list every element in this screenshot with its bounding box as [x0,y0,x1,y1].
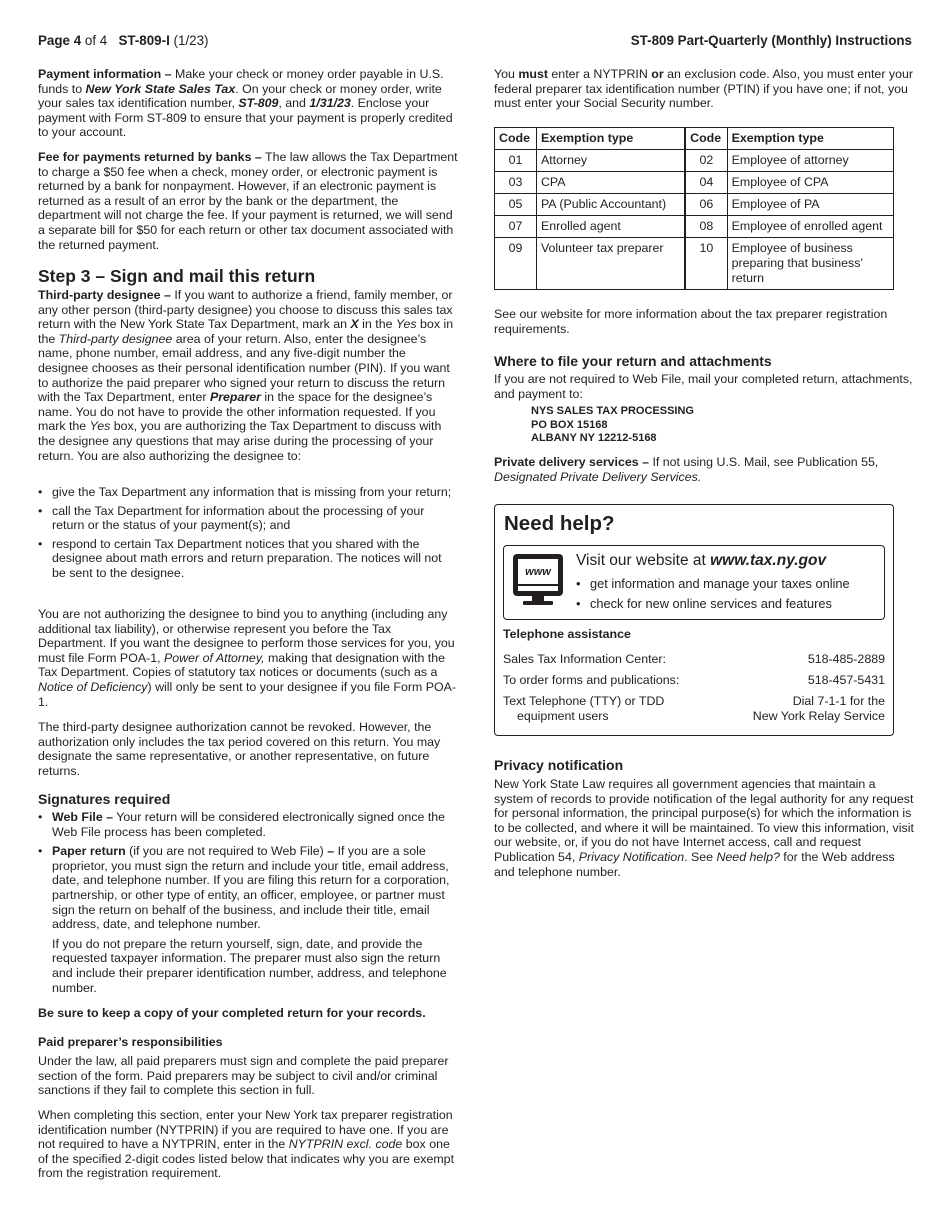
text-run: Your return will be considered electronically signed once the Web File process has been completed. [52,810,446,839]
text-run: box, you are authorizing the Tax Department to discuss with the designee any questions that may arise during the processing of your return. You are also authorizing the designee to: [38,419,442,463]
mailing-address [531,405,694,446]
page-label: Page 4 [38,33,82,48]
yes-box-label: Yes [395,317,417,332]
list-item [38,810,458,839]
poa-title: Power of Attorney, [164,650,265,665]
paper-return-lead: Paper return [52,844,126,859]
form-number: ST-809 [238,96,279,111]
column-header: Exemption type [536,128,685,150]
phone-label: Sales Tax Information Center: [503,652,666,666]
website-box [503,545,885,620]
fee-lead: Fee for payments returned by banks – [38,150,262,164]
text-run: You are not authorizing the designee to bind you to anything (including any additional tax liability), or otherwise represent you before the Tax Department. If you want the designee to perform those services for you, you must file Form POA-1, [38,607,455,665]
preparer-word: Preparer [209,390,261,405]
code-cell: 01 [495,150,537,172]
publication-title: Privacy Notification [578,849,685,864]
text-run: box one of the specified 2-digit codes listed below that indicates why you are exempt from the registration requirement. [38,1137,455,1181]
visit-text: Visit our website at [576,552,711,569]
text-run: enter a NYTPRIN [547,67,652,81]
designee-bullet-list [38,485,458,581]
phone-label: To order forms and publications: [503,673,680,687]
text-run: If you want to authorize a friend, family member, or any other person (third-party designee) you choose to discuss this sales tax return with the New York State Tax Department, mark an [38,288,453,332]
exemption-cell: Enrolled agent [536,216,685,238]
exemption-cell: PA (Public Accountant) [536,194,685,216]
yes-box-label: Yes [89,419,111,434]
text-run: box in the [38,317,454,346]
table-row [495,172,894,194]
page-header-right: ST-809 Part-Quarterly (Monthly) Instructions [630,33,912,48]
where-to-file-text: If you are not required to Web File, mail your completed return, attachments, and payment to: [494,372,913,401]
column-header: Code [685,128,727,150]
text-run: in the [358,317,396,332]
need-help-title: Need help? [504,512,615,535]
list-item: • call the Tax Department for information about the processing of your return or the status of your payment(s); and [38,504,458,533]
payment-info-lead: Payment information – [38,67,172,81]
publication-title: Designated Private Delivery Services. [494,469,702,484]
payee-name: New York State Sales Tax [85,81,236,96]
preparer-paragraph: Under the law, all paid preparers must sign and complete the paid preparer section of the form. Paid preparers may be subject to civil and/or criminal sanctions if they fail to complete this section in full. [38,1054,449,1098]
tty-number-line: New York Relay Service [752,708,885,723]
text-run: for the Web address and telephone number. [494,849,895,879]
designee-paragraph [38,288,458,463]
need-help-reference: Need help? [716,849,780,864]
notice-title: Notice of Deficiency [38,679,148,694]
telephone-heading: Telephone assistance [503,627,631,641]
table-row [495,194,894,216]
computer-monitor-icon [512,553,564,607]
address-line: ALBANY NY 12212-5168 [531,432,657,444]
table-row [495,150,894,172]
code-cell: 03 [495,172,537,194]
code-cell: 08 [685,216,727,238]
visit-website-line [576,552,826,570]
where-to-file-heading: Where to file your return and attachments [494,353,772,369]
signatures-list [38,810,458,995]
text-run: Make your check or money order payable in U.S. funds to [38,67,444,96]
text-run: If you are a sole proprietor, you must sign the return and include your title, email address, date, and telephone number. If you are filing this return for a corporation, partnership, or other type of entity, an officer, employee, or partner must sign the return on behalf of the business, and include their title, email address, date, and telephone number. [52,844,450,932]
code-cell: 04 [685,172,727,194]
text-run: When completing this section, enter your New York tax preparer registration identification number (NYTPRIN) if you are required to have one. If you are not required to have a NYTPRIN, enter in the [38,1108,453,1152]
exemption-cell: Employee of CPA [727,172,893,194]
exemption-cell: CPA [536,172,685,194]
designee-lead: Third-party designee – [38,288,171,302]
text-run: in the space for the designee’s name. You do not have to provide the other information requested. If you mark the [38,390,436,434]
need-help-box [494,504,894,736]
privacy-paragraph [494,777,914,879]
exemption-code-table [494,127,894,290]
nytprin-paragraph [38,1108,458,1181]
code-cell: 09 [495,238,537,290]
list-item [38,844,458,932]
website-bullets [576,574,881,614]
tty-label: equipment users [517,708,609,723]
table-row [495,216,894,238]
tty-number-line: Dial 7-1-1 for the [792,694,885,708]
tty-label: Text Telephone (TTY) or TDD [503,694,665,708]
text-run: (if you are not required to Web File) [125,844,328,859]
text-run: You [494,67,519,81]
preparer-heading: Paid preparer’s responsibilities [38,1035,223,1049]
fee-text: The law allows the Tax Department to charge a $50 fee when a check, money order, or electronic payment is returned by a bank for nonpayment. However, if an electronic payment is returned as a result of an error by the bank or the department, the department will not charge the fee. If your payment is returned, we will send a separate bill for $50 for each return or other tax document associated with the returned payment. [38,150,458,252]
text-run: If not using U.S. Mail, see Publication 55, [649,455,879,469]
text-run: . Enclose your payment with Form ST-809 to ensure that your payment is properly credited to your account. [38,96,453,140]
text-run: – [327,844,335,859]
text-run: . On your check or money order, write your sales tax identification number, [38,81,442,111]
list-item: • check for new online services and features [576,594,881,614]
code-cell: 07 [495,216,537,238]
private-delivery-lead: Private delivery services – [494,455,649,469]
or-word: or [651,67,664,81]
step3-heading: Step 3 – Sign and mail this return [38,266,316,286]
code-cell: 06 [685,194,727,216]
exemption-cell: Volunteer tax preparer [536,238,685,290]
www-label: www [525,566,551,578]
exemption-cell: Employee of attorney [727,150,893,172]
must-paragraph [494,67,914,111]
text-run: area of your return. Also, enter the designee’s name, phone number, email address, and any five-digit number the designee chooses as their personal identification number (PIN). If you want to authorize the paid preparer who signed your return to discuss the return with the Tax Department, enter [38,331,450,405]
nytprin-box-label: NYTPRIN excl. code [288,1137,403,1152]
private-delivery-paragraph [494,455,914,484]
website-note: See our website for more information about the tax preparer registration requirements. [494,307,888,336]
phone-row [503,673,885,688]
code-cell: 10 [685,238,727,290]
phone-row-tty [503,694,885,723]
phone-row [503,652,885,667]
text-run: . See [684,849,717,864]
column-header: Code [495,128,537,150]
exemption-cell: Attorney [536,150,685,172]
designee-area-label: Third-party designee [58,331,173,346]
list-item: • respond to certain Tax Department notices that you shared with the designee about math errors and return preparation. The notices will not be sent to the designee. [38,537,458,581]
list-item: • get information and manage your taxes online [576,574,881,594]
signatures-heading: Signatures required [38,791,171,807]
page-of: of 4 [84,33,108,48]
text-run: ) will only be sent to your designee if you file Form POA-1. [38,679,457,709]
page-header-left [38,34,209,49]
code-cell: 05 [495,194,537,216]
keep-copy-note: Be sure to keep a copy of your completed return for your records. [38,1006,426,1020]
form-date: (1/23) [173,33,209,48]
column-header: Exemption type [727,128,893,150]
privacy-heading: Privacy notification [494,757,624,773]
payment-info-paragraph [38,67,458,140]
text-run: New York State Law requires all government agencies that maintain a system of records to provide notification of the legal authority for any request for personal information, the principal purpose(s) for which the information is to be collected, and where it will be maintained. To view this information, visit our website, or, if you do not have Internet access, call and request Publication 54, [494,777,914,864]
text-run: making that designation with the Tax Department. Copies of statutory tax notices or documents (such as a [38,650,446,680]
web-file-lead: Web File – [52,810,114,824]
fee-paragraph [38,150,458,252]
paper-return-continued: If you do not prepare the return yourself, sign, date, and provide the requested taxpayer information. The preparer must also sign the return and include their preparer identification number, address, and telephone number. [52,936,447,995]
mark-x: X [350,317,359,332]
phone-number: 518-485-2889 [807,652,885,666]
tty-number [753,694,885,723]
list-item: • give the Tax Department any information that is missing from your return; [38,485,458,500]
table-row [495,238,894,290]
address-line: NYS SALES TAX PROCESSING [531,405,694,417]
text-run: , and [278,96,310,111]
exemption-cell: Employee of PA [727,194,893,216]
revoke-paragraph: The third-party designee authorization cannot be revoked. However, the authorization only includes the tax period covered on this return. You may designate the same representative, or another representative, on future returns. [38,720,441,778]
website-link[interactable]: www.tax.ny.gov [710,552,827,569]
text-run: an exclusion code. Also, you must enter your federal preparer tax identification number (PTIN) if you have one; if not, you must enter your Social Security number. [494,67,913,111]
exemption-cell: Employee of enrolled agent [727,216,893,238]
not-authorizing-paragraph [38,607,458,709]
table-header-row [495,128,894,150]
must-word: must [518,67,548,81]
period-date: 1/31/23 [309,96,351,111]
form-id: ST-809-I [118,33,170,48]
exemption-cell: Employee of business preparing that business’ return [727,238,893,290]
address-line: PO BOX 15168 [531,418,608,431]
code-cell: 02 [685,150,727,172]
phone-number: 518-457-5431 [807,673,885,687]
